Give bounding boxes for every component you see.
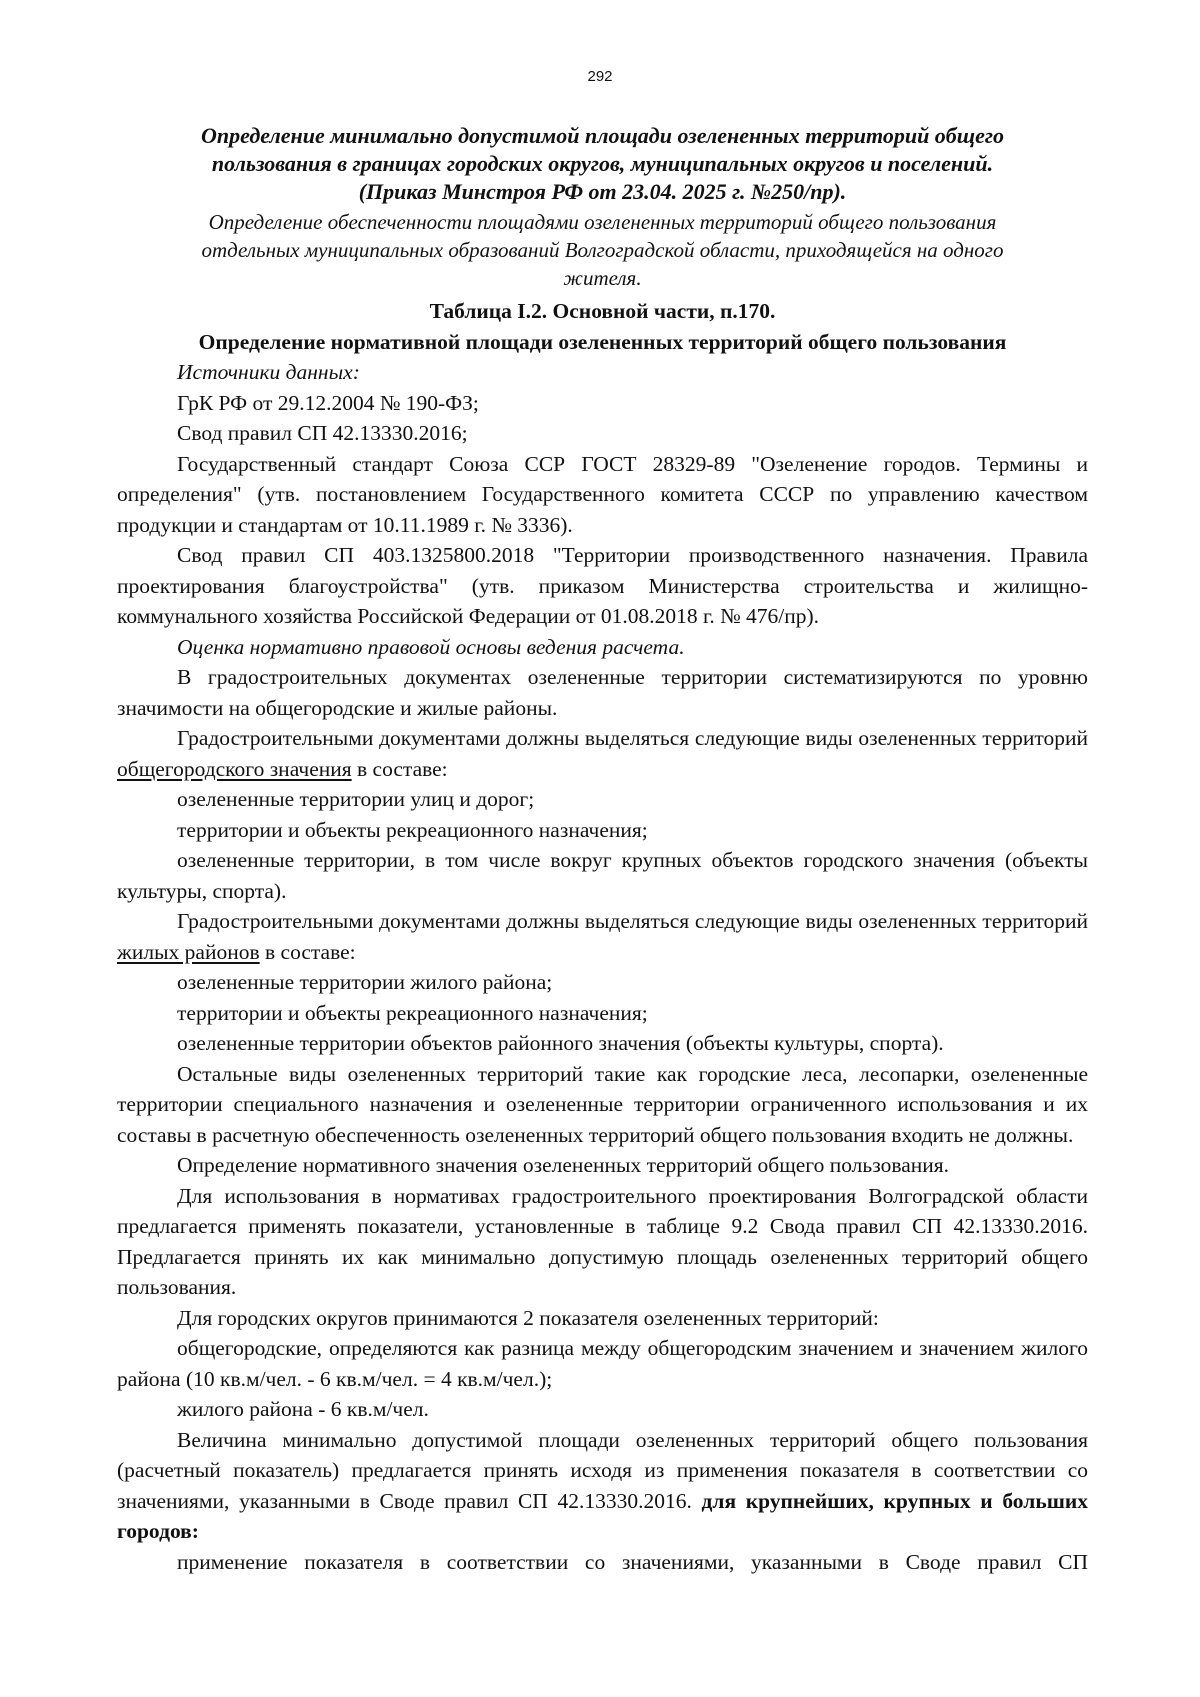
residential-item: территории и объекты рекреационного назначения; [177, 1000, 648, 1025]
page-number: 292 [587, 68, 613, 85]
citywide-intro-before: Градостроительными документами должны выделяться следующие виды озелененных территорий [177, 726, 1088, 750]
citywide-item: озелененные территории улиц и дорог; [177, 787, 535, 811]
paragraph-other-types: Остальные виды озелененных территорий такие как городские леса, лесопарки, озелененные территории специального назначения и озелененные территории ограниченного использования и их составы в расчетную обеспеченность озелененных территорий общего пользования входить не должны. [117, 1061, 1088, 1147]
source-item: Свод правил СП 403.1325800.2018 "Территории производственного назначения. Правила проектирования благоустройства" (утв. приказом Министерства строительства и жилищно-коммунального хозяйства Российской Федерации от 01.08.2018 г. № 476/пр). [117, 543, 1088, 628]
subheading-line-3: жителя. [563, 266, 642, 290]
residential-item: озелененные территории жилого района; [177, 970, 553, 994]
residential-intro-before: Градостроительными документами должны выделяться следующие виды озелененных территорий [177, 909, 1088, 933]
source-item: ГрК РФ от 29.12.2004 № 190-ФЗ; [177, 390, 479, 415]
document-heading [117, 122, 1088, 206]
source-item: Свод правил СП 42.13330.2016; [177, 421, 468, 445]
table-title: Таблица I.2. Основной части, п.170. [429, 299, 776, 323]
paragraph-citywide-calculation: общегородские, определяются как разница между общегородским значением и значением жилого района (10 кв.м/чел. - 6 кв.м/чел. = 4 кв.м/чел.); [117, 1336, 1088, 1391]
subheading-line-2: отдельных муниципальных образований Волгоградской области, приходящейся на одного [201, 238, 1004, 262]
residential-intro-underlined: жилых районов [117, 939, 260, 964]
document-body [117, 122, 1088, 1577]
sources-label: Источники данных: [177, 360, 360, 384]
paragraph-last: применение показателя в соответствии со значениями, указанными в Своде правил СП [177, 1549, 1088, 1574]
source-item: Государственный стандарт Союза ССР ГОСТ 28329-89 "Озеленение городов. Термины и определения" (утв. постановлением Государственного комитета СССР по управлению качеством продукции и стандартам от 10.11.1989 г. № 3336). [117, 451, 1088, 537]
citywide-intro-underlined: общегородского значения [117, 756, 352, 781]
residential-intro [117, 906, 1088, 967]
heading-line-3: (Приказ Минстроя РФ от 23.04. 2025 г. №250/пр). [358, 179, 847, 204]
paragraph-two-indicators: Для городских округов принимаются 2 показателя озелененных территорий: [177, 1305, 879, 1330]
paragraph-proposal: Для использования в нормативах градостроительного проектирования Волгоградской области предлагается применять показатели, установленные в таблице 9.2 Свода правил СП 42.13330.2016. Предлагается принять их как минимально допустимую площадь озелененных территорий общего пользования. [117, 1183, 1088, 1299]
residential-item: озелененные территории объектов районного значения (объекты культуры, спорта). [177, 1031, 944, 1055]
heading-line-1: Определение минимально допустимой площади озелененных территорий общего [201, 123, 1004, 148]
paragraph-residential-value: жилого района - 6 кв.м/чел. [177, 1397, 429, 1421]
assessment-label: Оценка нормативно правовой основы ведения расчета. [177, 634, 685, 659]
paragraph-systematize: В градостроительных документах озелененные территории систематизируются по уровню значимости на общегородские и жилые районы. [117, 665, 1088, 720]
table-subtitle: Определение нормативной площади озелененных территорий общего пользования [198, 329, 1007, 354]
subheading-line-1: Определение обеспеченности площадями озелененных территорий общего пользования [208, 210, 997, 234]
magnitude-text: Величина минимально допустимой площади озелененных территорий общего пользования (расчетный показатель) предлагается принять исходя из применения показателя в соответствии со значениями, указанными в Своде правил СП 42.13330.2016. [117, 1427, 1088, 1513]
paragraph-normative-definition: Определение нормативного значения озелененных территорий общего пользования. [177, 1153, 950, 1177]
citywide-intro [117, 723, 1088, 784]
paragraph-magnitude [117, 1425, 1088, 1547]
magnitude-bold: для крупнейших, крупных и больших городов: [117, 1488, 1088, 1543]
heading-line-2: пользования в границах городских округов, муниципальных округов и поселений. [211, 151, 994, 176]
document-subheading [117, 208, 1088, 292]
citywide-item: территории и объекты рекреационного назначения; [177, 817, 648, 842]
residential-intro-after: в составе: [259, 939, 356, 964]
citywide-item: озелененные территории, в том числе вокруг крупных объектов городского значения (объекты культуры, спорта). [117, 848, 1088, 903]
citywide-intro-after: в составе: [351, 756, 448, 781]
